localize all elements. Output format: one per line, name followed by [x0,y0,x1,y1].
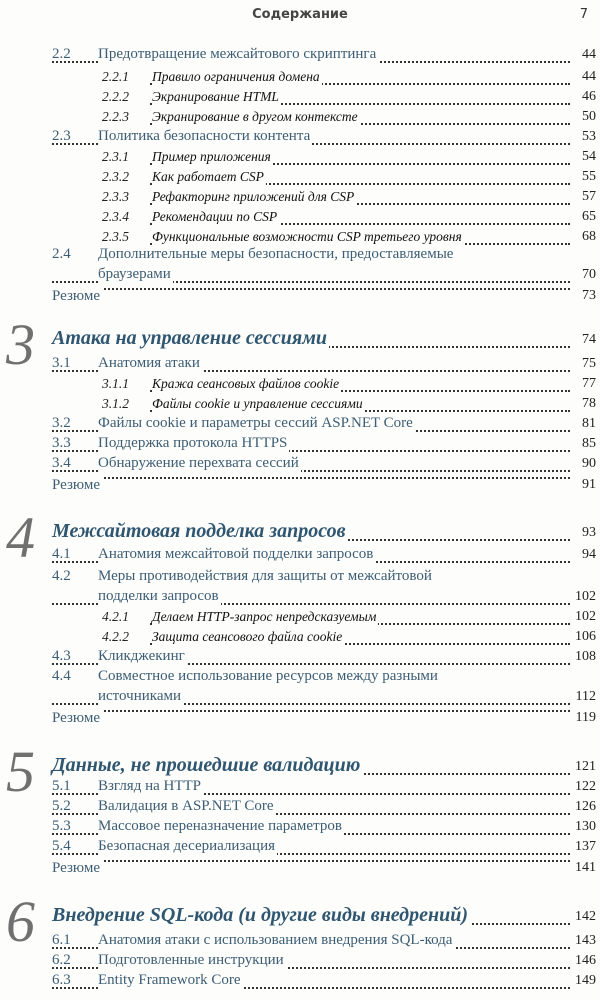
entry-number: 2.2 [52,46,71,62]
entry-number: 3.1 [52,355,71,371]
section-entry[interactable] [0,798,600,818]
entry-title: Делаем HTTP-запрос непредсказуемым [152,609,377,624]
entry-page: 112 [575,689,596,704]
entry-number: 2.3.1 [102,149,129,164]
section-entry[interactable] [0,546,600,566]
entry-title: Взгляд на HTTP [98,778,202,794]
subsection-entry[interactable] [0,628,600,648]
entry-number: 6.3 [52,972,71,988]
entry-title: Анатомия атаки [98,355,200,371]
chapter-number: 5 [6,739,35,804]
section-entry[interactable] [0,972,600,992]
entry-title: Рекомендации по CSP [152,209,278,224]
entry-title: Защита сеансового файла cookie [152,629,343,644]
entry-title: Функциональные возможности CSP третьего уровня [152,229,462,244]
entry-page: 146 [575,953,596,968]
subsection-entry[interactable] [0,148,600,168]
entry-number: 4.1 [52,546,71,562]
entry-page: 93 [582,525,596,540]
entry-title: Резюме [52,710,101,726]
entry-title: Как работает CSP [152,169,264,184]
entry-number: 6.2 [52,952,71,968]
entry-number: 5.1 [52,778,71,794]
entry-page: 85 [582,436,596,451]
entry-title: Массовое переназначение параметров [98,818,342,834]
entry-page: 75 [582,356,596,371]
section-entry[interactable] [0,415,600,435]
entry-page: 91 [582,477,596,492]
entry-number: 4.2 [52,568,71,584]
summary-entry[interactable] [0,710,600,730]
subsection-entry[interactable] [0,68,600,88]
entry-number: 2.2.2 [102,89,129,104]
entry-number: 2.3 [52,128,71,144]
entry-title: Резюме [52,477,101,493]
entry-page: 142 [575,909,596,924]
entry-page: 57 [582,189,596,204]
entry-number: 5.3 [52,818,71,834]
entry-title: Анатомия атаки с использованием внедрения SQL-кода [98,932,453,948]
entry-title: Предотвращение межсайтового скриптинга [98,46,377,62]
entry-page: 119 [575,710,596,725]
entry-page: 126 [575,799,596,814]
entry-number: 3.4 [52,455,71,471]
section-entry[interactable] [0,818,600,838]
section-entry[interactable] [0,46,600,66]
entry-page: 137 [575,839,596,854]
entry-number: 5.4 [52,838,71,854]
entry-title: Политика безопасности контента [98,128,311,144]
dot-leader [52,477,570,479]
section-entry[interactable] [0,648,600,668]
section-entry[interactable] [0,435,600,455]
entry-page: 77 [582,376,596,391]
entry-title: Резюме [52,288,101,304]
entry-title: подделки запросов [98,588,219,604]
entry-number: 2.2.1 [102,69,129,84]
entry-title: Файлы cookie и параметры сессий ASP.NET Core [98,415,413,431]
entry-title: Данные, не прошедшие валидацию [52,754,361,776]
entry-page: 90 [582,456,596,471]
entry-page: 44 [582,69,596,84]
entry-title: источниками [98,688,181,704]
entry-number: 3.1.1 [102,376,129,391]
entry-number: 3.3 [52,435,71,451]
entry-title: Анатомия межсайтовой подделки запросов [98,546,374,562]
dot-leader [52,860,570,862]
entry-title: Внедрение SQL-кода (и другие виды внедрений) [52,904,468,926]
summary-entry[interactable] [0,288,600,308]
entry-title: Безопасная десериализация [98,838,275,854]
entry-page: 143 [575,933,596,948]
entry-title: Правило ограничения домена [152,69,320,84]
entry-title: Экранирование HTML [152,89,279,104]
entry-title: Entity Framework Core [98,972,241,988]
entry-title: Экранирование в другом контексте [152,109,358,124]
chapter-number: 4 [6,505,35,570]
entry-page: 102 [575,609,596,624]
entry-page: 46 [582,89,596,104]
subsection-entry[interactable] [0,208,600,228]
section-entry[interactable] [0,952,600,972]
section-entry[interactable] [0,932,600,952]
entry-page: 55 [582,169,596,184]
section-entry[interactable] [0,246,600,266]
entry-number: 2.3.5 [102,229,129,244]
entry-page: 108 [575,649,596,664]
entry-title: Резюме [52,860,101,876]
chapter-number: 3 [6,312,35,377]
entry-number: 2.3.2 [102,169,129,184]
entry-page: 102 [575,589,596,604]
entry-page: 73 [582,288,596,303]
subsection-entry[interactable] [0,88,600,108]
section-entry[interactable] [0,266,600,286]
summary-entry[interactable] [0,477,600,497]
entry-page: 70 [582,267,596,282]
entry-number: 2.4 [52,246,71,262]
entry-number: 4.4 [52,668,71,684]
entry-number: 4.2.2 [102,629,129,644]
entry-number: 4.3 [52,648,71,664]
entry-title: Дополнительные меры безопасности, предоставляемые [98,246,454,262]
entry-title: Кража сеансовых файлов cookie [152,376,340,391]
entry-page: 130 [575,819,596,834]
entry-number: 6.1 [52,932,71,948]
dot-leader [52,710,570,712]
section-entry[interactable] [0,128,600,148]
section-entry[interactable] [0,568,600,588]
entry-number: 2.3.4 [102,209,129,224]
section-entry[interactable] [0,668,600,688]
entry-page: 50 [582,109,596,124]
entry-title: Обнаружение перехвата сессий [98,455,299,471]
subsection-entry[interactable] [0,108,600,128]
entry-page: 81 [582,416,596,431]
subsection-entry[interactable] [0,228,600,248]
entry-number: 2.3.3 [102,189,129,204]
entry-number: 3.1.2 [102,396,129,411]
entry-title: Кликджекинг [98,648,185,664]
section-entry[interactable] [0,355,600,375]
section-entry[interactable] [0,588,600,608]
entry-title: Поддержка протокола HTTPS [98,435,288,451]
section-entry[interactable] [0,778,600,798]
entry-number: 2.2.3 [102,109,129,124]
entry-title: Межсайтовая подделка запросов [52,520,346,542]
entry-page: 78 [582,396,596,411]
section-entry[interactable] [0,455,600,475]
entry-page: 122 [575,779,596,794]
entry-title: Рефакторинг приложений для CSP [152,189,355,204]
entry-title: Подготовленные инструкции [98,952,284,968]
entry-title: Атака на управление сессиями [52,327,328,349]
subsection-entry[interactable] [0,375,600,395]
entry-page: 141 [575,860,596,875]
entry-page: 121 [575,759,596,774]
running-title: Содержание [252,7,348,22]
section-entry[interactable] [0,688,600,708]
entry-number: 4.2.1 [102,609,129,624]
entry-page: 94 [582,547,596,562]
subsection-entry[interactable] [0,608,600,628]
page-header [0,4,600,26]
entry-title: Меры противодействия для защиты от межсайтовой [98,568,432,584]
entry-title: Совместное использование ресурсов между разными [98,668,438,684]
entry-number: 3.2 [52,415,71,431]
entry-page: 44 [582,47,596,62]
page-number: 7 [579,7,588,22]
chapter-number: 6 [6,889,35,954]
entry-page: 54 [582,149,596,164]
subsection-entry[interactable] [0,188,600,208]
entry-title: Валидация в ASP.NET Core [98,798,274,814]
summary-entry[interactable] [0,860,600,880]
entry-title: браузерами [98,266,171,282]
section-entry[interactable] [0,838,600,858]
entry-page: 74 [582,332,596,347]
entry-title: Пример приложения [152,149,271,164]
dot-leader [52,288,570,290]
entry-page: 65 [582,209,596,224]
entry-page: 106 [575,629,596,644]
subsection-entry[interactable] [0,168,600,188]
entry-page: 149 [575,973,596,988]
subsection-entry[interactable] [0,395,600,415]
entry-page: 53 [582,129,596,144]
entry-page: 68 [582,229,596,244]
entry-title: Файлы cookie и управление сессиями [152,396,363,411]
entry-number: 5.2 [52,798,71,814]
